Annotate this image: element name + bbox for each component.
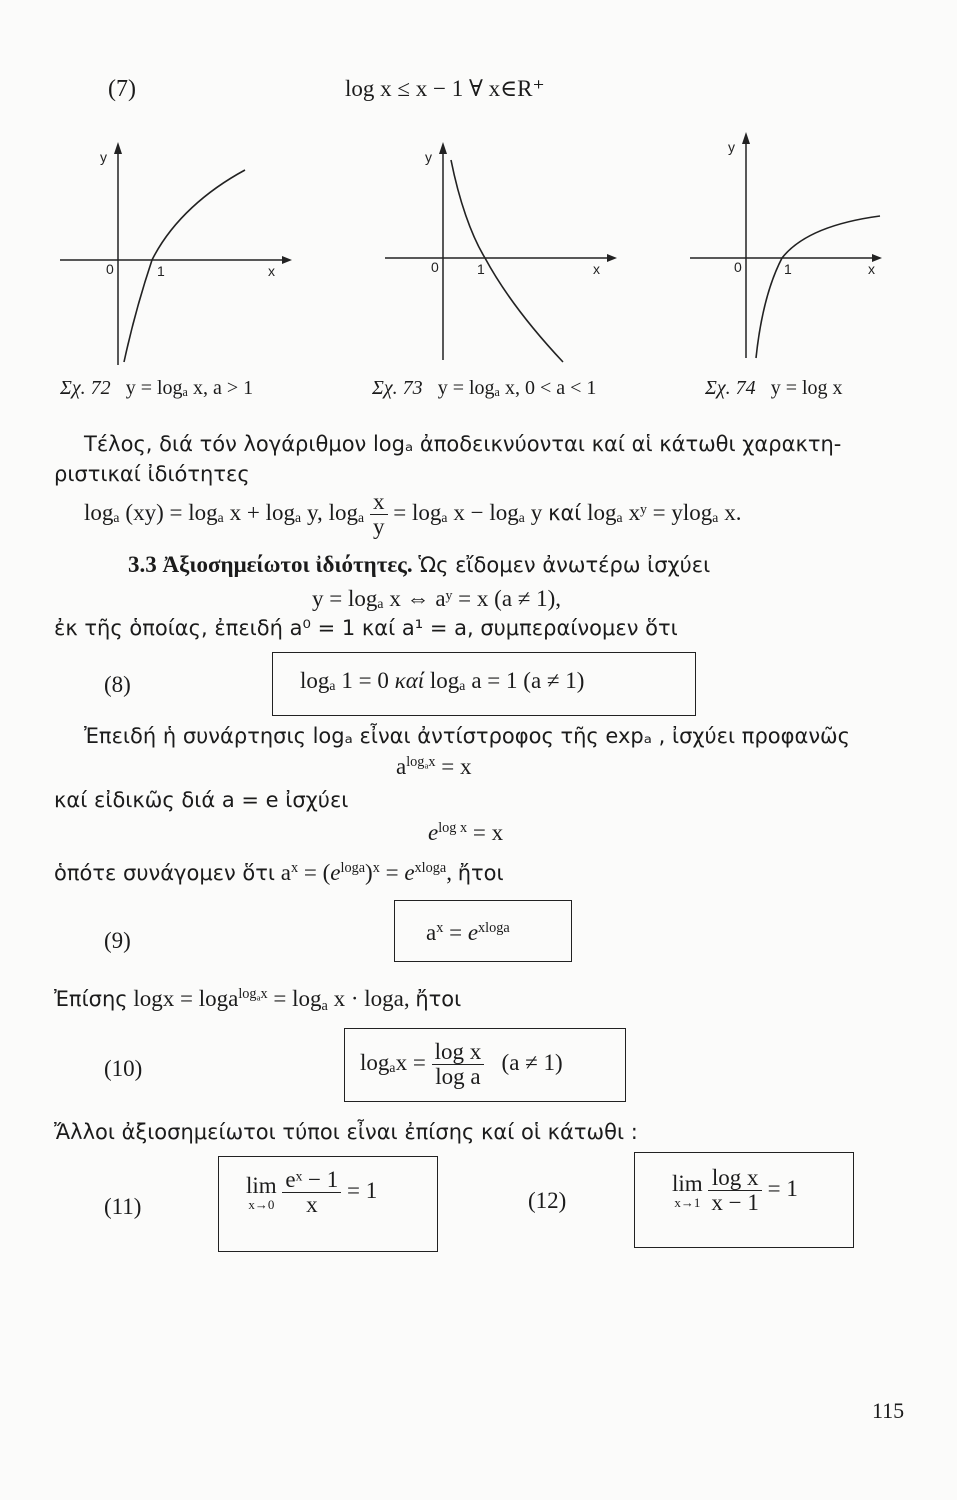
section-intro: Ὡς εἴδομεν ἀνωτέρω ἰσχύει — [418, 553, 711, 577]
caption-fig73 — [372, 377, 596, 400]
fraction-denominator: x − 1 — [711, 1190, 759, 1216]
eq12-formula — [672, 1166, 798, 1215]
property-product: logₐ (xy) = logₐ x + logₐ y, — [84, 499, 323, 525]
fraction-numerator: log x — [432, 1040, 485, 1065]
equivalence-line: y = logₐ x ⇔ aʸ = x (a ≠ 1), — [312, 586, 562, 611]
section-number: 3.3 — [128, 552, 157, 577]
y-axis-arrow — [742, 132, 750, 144]
eq11-fraction — [282, 1168, 341, 1217]
eq8-left: logₐ 1 = 0 — [300, 668, 389, 693]
property-power: logₐ xʸ = ylogₐ x. — [587, 499, 742, 525]
axis-y-label: y — [728, 139, 735, 155]
eq12-lim — [672, 1171, 703, 1211]
paragraph-6-tail: ἤτοι — [415, 987, 462, 1011]
conj-kai: καί — [548, 500, 582, 525]
eq8-right: logₐ a = 1 (a ≠ 1) — [429, 668, 585, 693]
property-quotient-prefix: logₐ — [328, 499, 365, 525]
y-axis-arrow — [439, 142, 447, 154]
caption-formula: y = log x — [770, 377, 843, 399]
axis-x-label: x — [593, 261, 600, 277]
origin-label: 0 — [734, 259, 742, 275]
eq12-rhs: = 1 — [767, 1175, 798, 1201]
x-axis-arrow — [282, 256, 292, 264]
eq8-conj: καί — [394, 668, 425, 693]
eq10-formula — [360, 1040, 563, 1089]
one-label: 1 — [784, 261, 792, 277]
graph-fig73 — [385, 140, 625, 370]
fraction-denominator: log a — [435, 1064, 481, 1090]
graph-fig74 — [690, 130, 905, 370]
graph-fig74-svg — [690, 130, 905, 370]
axis-x-label: x — [268, 263, 275, 279]
paragraph-6 — [54, 986, 461, 1015]
paragraph-7: Ἄλλοι ἀξιοσημείωτοι τύποι εἶναι ἐπίσης καί οἱ κάτωθι : — [54, 1120, 638, 1144]
caption-formula: y = logₐ x, 0 < a < 1 — [437, 377, 597, 399]
paragraph-5-text: ὁπότε συνάγομεν ὅτι — [54, 861, 276, 885]
property-quotient-rest: = logₐ x − logₐ y — [393, 499, 543, 525]
paragraph-3-formula: $a^{log_ax} = x$ — [396, 754, 472, 779]
section-heading — [128, 552, 710, 578]
eq11-number: (11) — [104, 1194, 142, 1219]
graph-fig72 — [60, 140, 300, 370]
fraction-numerator: log x — [708, 1166, 761, 1191]
caption-label: Σχ. 72 — [60, 377, 111, 399]
caption-formula: y = logₐ x, a > 1 — [125, 377, 254, 399]
properties-line — [84, 490, 742, 539]
axis-x-label: x — [868, 261, 875, 277]
paragraph-1-line-1: Τέλος, διά τόν λογάριθμον logₐ ἀποδεικνύονται καί αἱ κάτωθι χαρακτη- — [84, 432, 842, 456]
fraction-denominator: x — [306, 1192, 318, 1218]
eq11-lim — [246, 1173, 277, 1213]
paragraph-4-formula: $e^{log x} = x$ — [428, 820, 504, 845]
log-curve — [451, 160, 563, 362]
one-label: 1 — [477, 261, 485, 277]
origin-label: 0 — [431, 259, 439, 275]
paragraph-6-formula: $\log x = \log a^{log_ax} = \log_a x \cdot \log a$, — [133, 986, 416, 1014]
log-curve — [756, 216, 880, 358]
paragraph-5-tail: ἤτοι — [457, 861, 504, 885]
fraction-denominator: y — [373, 514, 385, 540]
paragraph-1-line-2: ριστικαί ἰδιότητες — [54, 462, 250, 486]
eq11-formula — [246, 1168, 377, 1217]
fraction-numerator: eˣ − 1 — [282, 1168, 341, 1193]
axis-y-label: y — [100, 149, 107, 165]
y-axis-arrow — [114, 142, 122, 154]
lim-sub: x→1 — [674, 1195, 701, 1211]
eq9-formula: $a^x = e^{xloga}$ — [426, 920, 510, 945]
fraction-numerator: x — [370, 490, 388, 515]
graph-fig73-svg — [385, 140, 625, 370]
page-number: 115 — [872, 1398, 905, 1423]
paragraph-3: Ἐπειδή ἡ συνάρτησις logₐ εἶναι ἀντίστροφος τῆς expₐ , ἰσχύει προφανῶς — [84, 724, 850, 748]
caption-fig72 — [60, 377, 253, 400]
lim-word: lim — [246, 1172, 277, 1198]
paragraph-6-prefix: Ἐπίσης — [54, 987, 128, 1011]
caption-fig74 — [705, 377, 843, 400]
paragraph-5-formula: $a^x = (e^{loga})^x = e^{xloga}$, — [280, 860, 458, 885]
paragraph-4: καί εἰδικῶς διά a = e ἰσχύει — [54, 788, 349, 812]
lim-sub: x→0 — [248, 1197, 275, 1213]
eq7-number: (7) — [108, 76, 136, 102]
graph-fig72-svg — [60, 140, 300, 370]
eq7-formula: log x ≤ x − 1 ∀ x∈R⁺ — [345, 76, 545, 101]
lim-word: lim — [672, 1170, 703, 1196]
eq8-formula — [300, 668, 584, 694]
paragraph-5 — [54, 860, 504, 886]
eq11-rhs: = 1 — [347, 1177, 378, 1203]
section-title: Ἀξιοσημείωτοι ἰδιότητες. — [162, 552, 413, 577]
x-axis-arrow — [607, 254, 617, 262]
paragraph-2: ἐκ τῆς ὁποίας, ἐπειδή a⁰ = 1 καί a¹ = a, συμπεραίνομεν ὅτι — [54, 616, 678, 640]
eq8-number: (8) — [104, 672, 131, 697]
one-label: 1 — [157, 263, 165, 279]
eq12-number: (12) — [528, 1188, 567, 1213]
caption-label: Σχ. 73 — [372, 377, 423, 399]
origin-label: 0 — [106, 261, 114, 277]
log-curve — [124, 170, 245, 362]
eq9-number: (9) — [104, 928, 131, 953]
eq10-fraction — [432, 1040, 485, 1089]
eq10-condition: (a ≠ 1) — [501, 1049, 563, 1075]
axis-y-label: y — [425, 149, 432, 165]
eq10-left: logₐx = — [360, 1049, 426, 1075]
eq12-fraction — [708, 1166, 761, 1215]
caption-label: Σχ. 74 — [705, 377, 756, 399]
property-quotient-fraction — [370, 490, 388, 539]
eq10-number: (10) — [104, 1056, 143, 1081]
